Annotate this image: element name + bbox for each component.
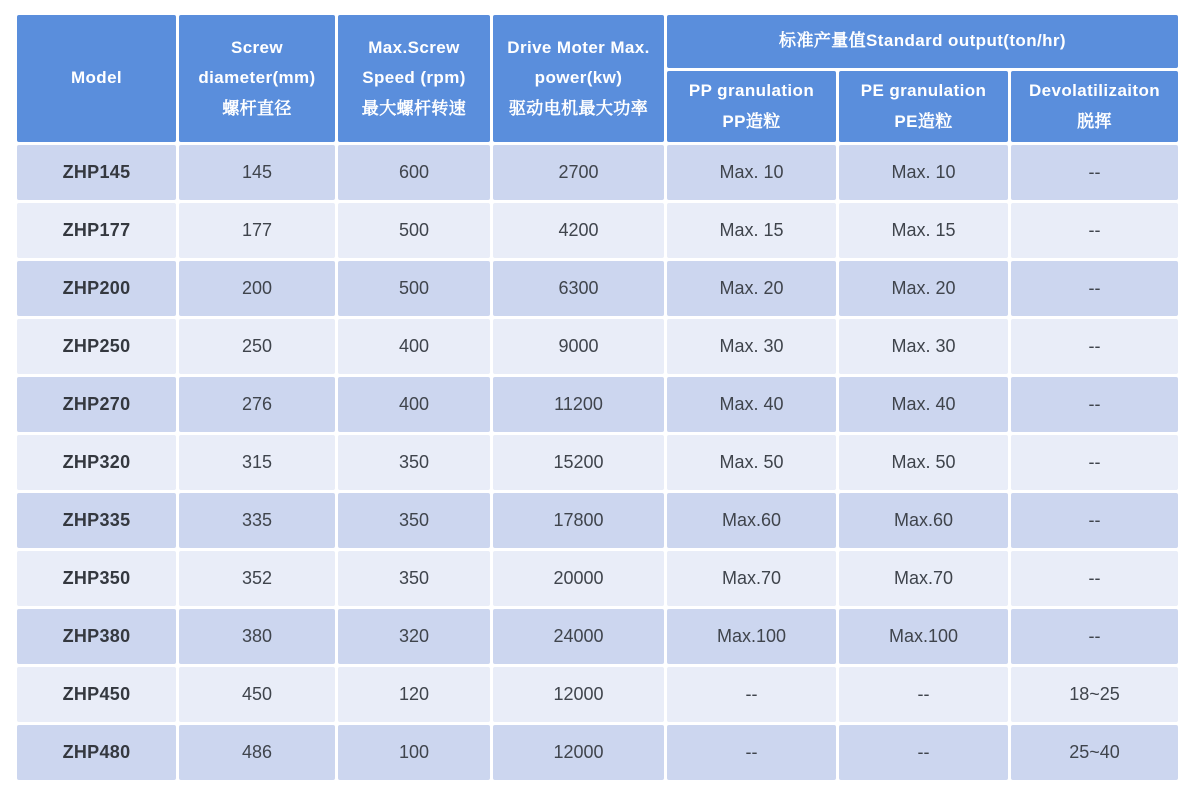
- drive-motor-max-power-kw-cell: 6300: [493, 261, 664, 316]
- max-screw-speed-rpm-cell: 350: [338, 493, 490, 548]
- col-header-standard-output-group: 标准产量值Standard output(ton/hr): [667, 15, 1178, 68]
- devolatilization-cell: --: [1011, 435, 1178, 490]
- drive-motor-max-power-kw-cell: 2700: [493, 145, 664, 200]
- pe-granulation-cell: --: [839, 725, 1008, 780]
- col-header-max-screw-speed: [338, 15, 490, 142]
- max-screw-speed-rpm-cell: 320: [338, 609, 490, 664]
- model-cell: ZHP380: [17, 609, 176, 664]
- drive-motor-max-power-kw-cell: 11200: [493, 377, 664, 432]
- table-row: [17, 609, 1178, 664]
- header-group-row: [17, 15, 1178, 68]
- drive-motor-max-power-kw-cell: 9000: [493, 319, 664, 374]
- screw-diameter-mm-cell: 250: [179, 319, 335, 374]
- max-screw-speed-rpm-cell: 350: [338, 551, 490, 606]
- devolatilization-cell: --: [1011, 377, 1178, 432]
- screw-diameter-mm-cell: 335: [179, 493, 335, 548]
- screw-diameter-mm-cell: 380: [179, 609, 335, 664]
- pp-granulation-cell: Max.70: [667, 551, 836, 606]
- pp-granulation-cell: --: [667, 725, 836, 780]
- pp-granulation-cell: Max. 20: [667, 261, 836, 316]
- table-row: [17, 667, 1178, 722]
- max-screw-speed-rpm-cell: 350: [338, 435, 490, 490]
- col-header-drive-motor-power: [493, 15, 664, 142]
- drive-motor-max-power-kw-cell: 24000: [493, 609, 664, 664]
- drive-motor-max-power-kw-cell: 20000: [493, 551, 664, 606]
- pe-granulation-cell: Max. 40: [839, 377, 1008, 432]
- model-cell: ZHP250: [17, 319, 176, 374]
- pp-granulation-cell: Max.60: [667, 493, 836, 548]
- table-row: [17, 261, 1178, 316]
- max-screw-speed-rpm-cell: 400: [338, 377, 490, 432]
- screw-diameter-mm-cell: 177: [179, 203, 335, 258]
- table-row: [17, 551, 1178, 606]
- devolatilization-cell: --: [1011, 609, 1178, 664]
- pp-granulation-cell: Max.100: [667, 609, 836, 664]
- model-cell: ZHP200: [17, 261, 176, 316]
- devolatilization-cell: --: [1011, 493, 1178, 548]
- table-row: [17, 203, 1178, 258]
- screw-diameter-mm-cell: 352: [179, 551, 335, 606]
- max-screw-speed-rpm-cell: 120: [338, 667, 490, 722]
- col-header-model: Model: [17, 15, 176, 142]
- header-line: 脱挥: [1077, 111, 1112, 131]
- pe-granulation-cell: Max. 30: [839, 319, 1008, 374]
- model-cell: ZHP177: [17, 203, 176, 258]
- screw-diameter-mm-cell: 450: [179, 667, 335, 722]
- model-cell: ZHP335: [17, 493, 176, 548]
- max-screw-speed-rpm-cell: 500: [338, 261, 490, 316]
- table-row: [17, 377, 1178, 432]
- header-line: Speed (rpm): [362, 68, 466, 88]
- pe-granulation-cell: Max. 50: [839, 435, 1008, 490]
- screw-diameter-mm-cell: 315: [179, 435, 335, 490]
- pp-granulation-cell: Max. 50: [667, 435, 836, 490]
- pp-granulation-cell: Max. 30: [667, 319, 836, 374]
- header-line: Screw: [230, 37, 284, 57]
- devolatilization-cell: --: [1011, 145, 1178, 200]
- header-line: diameter(mm): [198, 68, 316, 88]
- devolatilization-cell: --: [1011, 203, 1178, 258]
- table-row: [17, 435, 1178, 490]
- table-row: [17, 493, 1178, 548]
- header-line: Devolatilizaiton: [1028, 80, 1161, 100]
- pe-granulation-cell: --: [839, 667, 1008, 722]
- table-row: [17, 725, 1178, 780]
- model-cell: ZHP270: [17, 377, 176, 432]
- devolatilization-cell: 25~40: [1011, 725, 1178, 780]
- model-cell: ZHP145: [17, 145, 176, 200]
- col-header-devolatilization: [1011, 71, 1178, 142]
- pp-granulation-cell: Max. 15: [667, 203, 836, 258]
- col-header-screw-diameter: [179, 15, 335, 142]
- model-cell: ZHP320: [17, 435, 176, 490]
- pe-granulation-cell: Max.100: [839, 609, 1008, 664]
- max-screw-speed-rpm-cell: 100: [338, 725, 490, 780]
- devolatilization-cell: 18~25: [1011, 667, 1178, 722]
- pe-granulation-cell: Max. 15: [839, 203, 1008, 258]
- pp-granulation-cell: --: [667, 667, 836, 722]
- drive-motor-max-power-kw-cell: 12000: [493, 725, 664, 780]
- extruder-spec-table: [14, 12, 1181, 783]
- model-cell: ZHP350: [17, 551, 176, 606]
- pp-granulation-cell: Max. 40: [667, 377, 836, 432]
- header-line: Drive Moter Max.: [507, 37, 650, 57]
- pe-granulation-cell: Max. 10: [839, 145, 1008, 200]
- header-line: 最大螺杆转速: [361, 98, 467, 118]
- table-row: [17, 319, 1178, 374]
- screw-diameter-mm-cell: 276: [179, 377, 335, 432]
- screw-diameter-mm-cell: 200: [179, 261, 335, 316]
- drive-motor-max-power-kw-cell: 12000: [493, 667, 664, 722]
- col-header-pe-granulation: [839, 71, 1008, 142]
- devolatilization-cell: --: [1011, 319, 1178, 374]
- model-cell: ZHP480: [17, 725, 176, 780]
- pe-granulation-cell: Max.60: [839, 493, 1008, 548]
- model-cell: ZHP450: [17, 667, 176, 722]
- pe-granulation-cell: Max.70: [839, 551, 1008, 606]
- screw-diameter-mm-cell: 145: [179, 145, 335, 200]
- devolatilization-cell: --: [1011, 261, 1178, 316]
- header-line: PE造粒: [894, 111, 953, 131]
- header-line: 螺杆直径: [222, 98, 292, 118]
- header-line: PP granulation: [688, 80, 815, 100]
- screw-diameter-mm-cell: 486: [179, 725, 335, 780]
- drive-motor-max-power-kw-cell: 15200: [493, 435, 664, 490]
- header-line: 驱动电机最大功率: [508, 98, 649, 118]
- max-screw-speed-rpm-cell: 400: [338, 319, 490, 374]
- drive-motor-max-power-kw-cell: 17800: [493, 493, 664, 548]
- table-row: [17, 145, 1178, 200]
- drive-motor-max-power-kw-cell: 4200: [493, 203, 664, 258]
- col-header-pp-granulation: [667, 71, 836, 142]
- devolatilization-cell: --: [1011, 551, 1178, 606]
- max-screw-speed-rpm-cell: 500: [338, 203, 490, 258]
- pp-granulation-cell: Max. 10: [667, 145, 836, 200]
- header-line: PP造粒: [722, 111, 781, 131]
- header-line: Max.Screw: [368, 37, 460, 57]
- table-body: [17, 145, 1178, 780]
- pe-granulation-cell: Max. 20: [839, 261, 1008, 316]
- max-screw-speed-rpm-cell: 600: [338, 145, 490, 200]
- table-header: [17, 15, 1178, 142]
- header-line: power(kw): [534, 68, 623, 88]
- header-line: PE granulation: [860, 80, 987, 100]
